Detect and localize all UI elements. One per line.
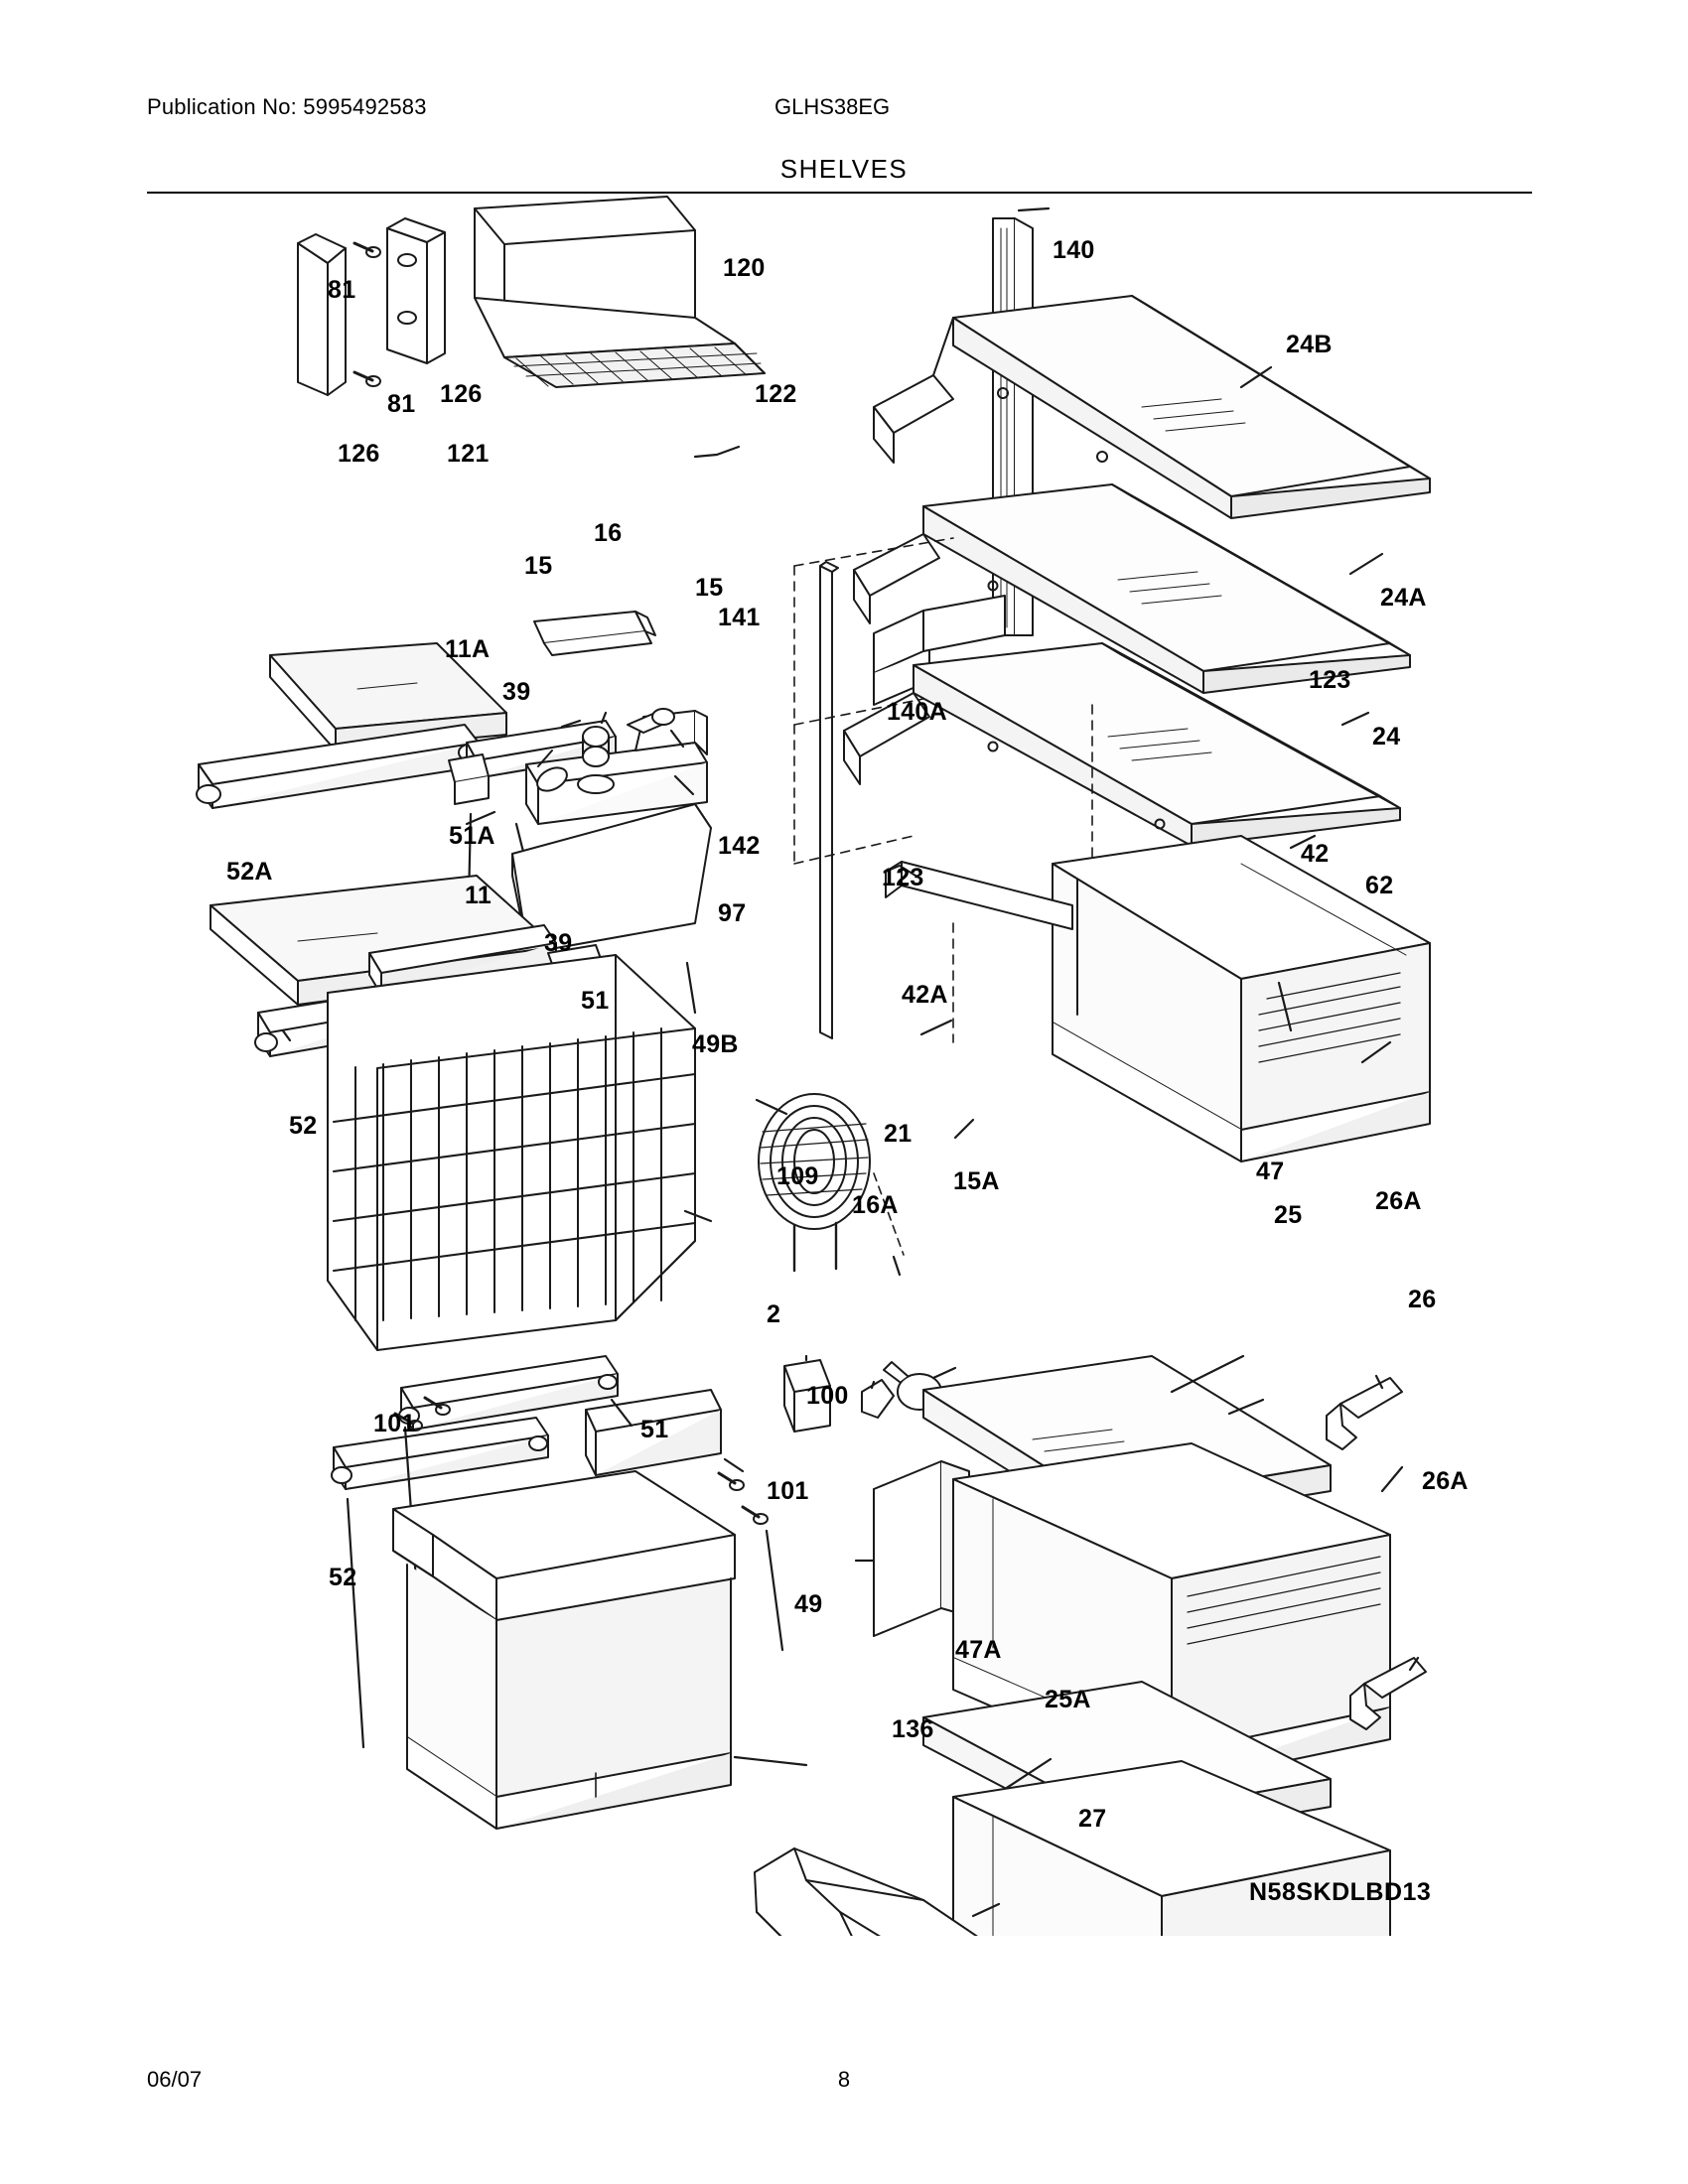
callout-47: 47 — [1256, 1158, 1285, 1185]
callout-51: 51 — [581, 987, 610, 1015]
callout-141: 141 — [718, 604, 761, 631]
callout-24B: 24B — [1286, 331, 1333, 358]
part-rod-122 — [820, 562, 838, 1038]
part-screw-81-upper — [354, 243, 380, 257]
callout-39: 39 — [502, 678, 531, 706]
part-rail-52-lower — [332, 1418, 548, 1489]
callout-81: 81 — [328, 276, 356, 304]
page-number: 8 — [837, 2067, 851, 2092]
callout-25: 25 — [1274, 1201, 1303, 1229]
callout-42: 42 — [1301, 840, 1330, 868]
part-clip-26A-upper — [1327, 1378, 1402, 1449]
callout-101: 101 — [373, 1410, 416, 1437]
callout-126: 126 — [440, 380, 483, 408]
part-clip-51A — [449, 754, 489, 804]
callout-26A: 26A — [1422, 1467, 1469, 1495]
callout-24: 24 — [1372, 723, 1401, 751]
callout-120: 120 — [723, 254, 766, 282]
publication-number: Publication No: 5995492583 — [147, 94, 427, 119]
callout-42A: 42A — [902, 981, 948, 1009]
part-screw-81-lower — [354, 372, 380, 386]
diagram-code: N58SKDLBD13 — [1249, 1878, 1432, 1906]
part-socket-16A — [862, 1380, 894, 1418]
exploded-parts-diagram — [0, 169, 1688, 1936]
model-number: GLHS38EG — [774, 94, 891, 119]
callout-52: 52 — [289, 1112, 318, 1140]
callout-62: 62 — [1365, 872, 1394, 899]
callout-49: 49 — [794, 1590, 823, 1618]
callout-21: 21 — [884, 1120, 913, 1148]
callout-122: 122 — [755, 380, 797, 408]
callout-123: 123 — [1309, 666, 1351, 694]
callout-16: 16 — [594, 519, 623, 547]
callout-25A: 25A — [1045, 1686, 1091, 1713]
callout-26: 26 — [1408, 1286, 1437, 1313]
callout-126: 126 — [338, 440, 380, 468]
revision-date: 06/07 — [147, 2067, 203, 2092]
part-bracket-126-right — [387, 218, 445, 363]
callout-121: 121 — [447, 440, 490, 468]
callout-24A: 24A — [1380, 584, 1427, 612]
callout-11: 11 — [465, 882, 492, 909]
callout-52A: 52A — [226, 858, 273, 886]
callout-136: 136 — [892, 1715, 934, 1743]
callout-11A: 11A — [445, 635, 491, 663]
callout-81: 81 — [387, 390, 416, 418]
callout-140A: 140A — [887, 698, 947, 726]
page-title: SHELVES — [779, 154, 909, 184]
callout-26A: 26A — [1375, 1187, 1422, 1215]
callout-49B: 49B — [692, 1030, 739, 1058]
callout-16A: 16A — [852, 1191, 899, 1219]
callout-2: 2 — [767, 1300, 781, 1328]
callout-15: 15 — [524, 552, 553, 580]
callout-100: 100 — [806, 1382, 849, 1410]
part-bin-49 — [393, 1471, 735, 1829]
callout-140: 140 — [1053, 236, 1095, 264]
part-handle-121 — [534, 612, 655, 655]
part-wire-basket-49B — [328, 955, 695, 1350]
callout-123: 123 — [882, 864, 924, 891]
callout-52: 52 — [329, 1564, 357, 1591]
callout-15: 15 — [695, 574, 724, 602]
part-bracket-126-left — [298, 234, 346, 395]
callout-47A: 47A — [955, 1636, 1002, 1664]
callout-97: 97 — [718, 899, 747, 927]
callout-15A: 15A — [953, 1167, 1000, 1195]
callout-39: 39 — [544, 929, 573, 957]
callout-27: 27 — [1078, 1805, 1107, 1833]
callout-109: 109 — [776, 1162, 819, 1190]
part-shelf-120 — [475, 197, 765, 387]
callout-51: 51 — [640, 1416, 669, 1443]
part-shelf-24B — [874, 296, 1430, 518]
callout-142: 142 — [718, 832, 761, 860]
part-screw-101-right — [719, 1473, 768, 1524]
callout-101: 101 — [767, 1477, 809, 1505]
callout-51A: 51A — [449, 822, 495, 850]
